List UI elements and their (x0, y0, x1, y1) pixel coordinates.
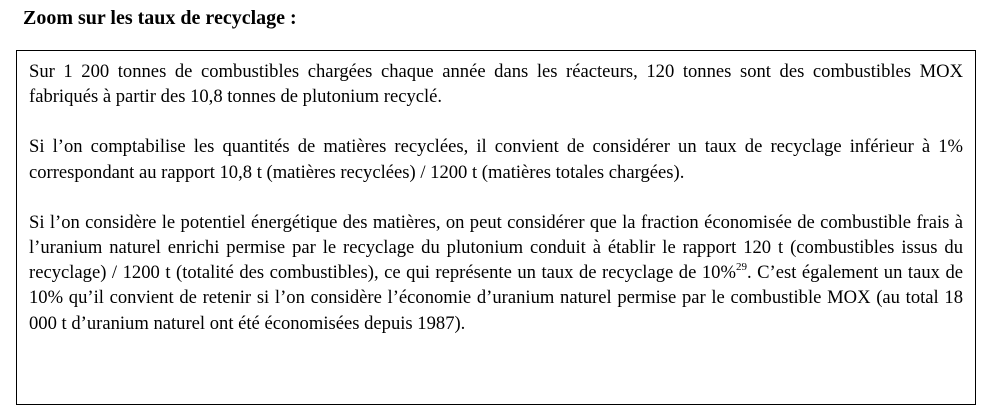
paragraph-energy-potential-rate (29, 210, 963, 336)
paragraph-text-before-footnote: Si l’on considère le potentiel énergétique des matières, on peut considérer que la fraction économisée de combustible frais à l’uranium naturel enrichi permise par le recyclage du plutonium conduit à établir le rapport 120 t (combustibles issus du recyclage) / 1200 t (totalité des combustibles), ce qui représente un taux de recyclage de 10% (29, 211, 963, 284)
paragraph-recycled-materials-rate: Si l’on comptabilise les quantités de matières recyclées, il convient de considérer un taux de recyclage inférieur à 1% correspondant au rapport 10,8 t (matières recyclées) / 1200 t (matières totales chargées). (29, 136, 963, 183)
paragraph-fuel-tonnage: Sur 1 200 tonnes de combustibles chargées chaque année dans les réacteurs, 120 tonnes sont des combustibles MOX fabriqués à partir des 10,8 tonnes de plutonium recyclé. (29, 61, 963, 108)
recycling-rates-box (16, 50, 976, 405)
section-heading: Zoom sur les taux de recyclage : (23, 7, 297, 29)
footnote-reference: 29 (735, 261, 747, 274)
paragraph-text-after-footnote: . C’est également un taux de 10% qu’il convient de retenir si l’on considère l’économie d’uranium naturel permise par le combustible MOX (au total 18 000 t d’uranium naturel ont été économisées depuis 1987). (29, 262, 963, 334)
